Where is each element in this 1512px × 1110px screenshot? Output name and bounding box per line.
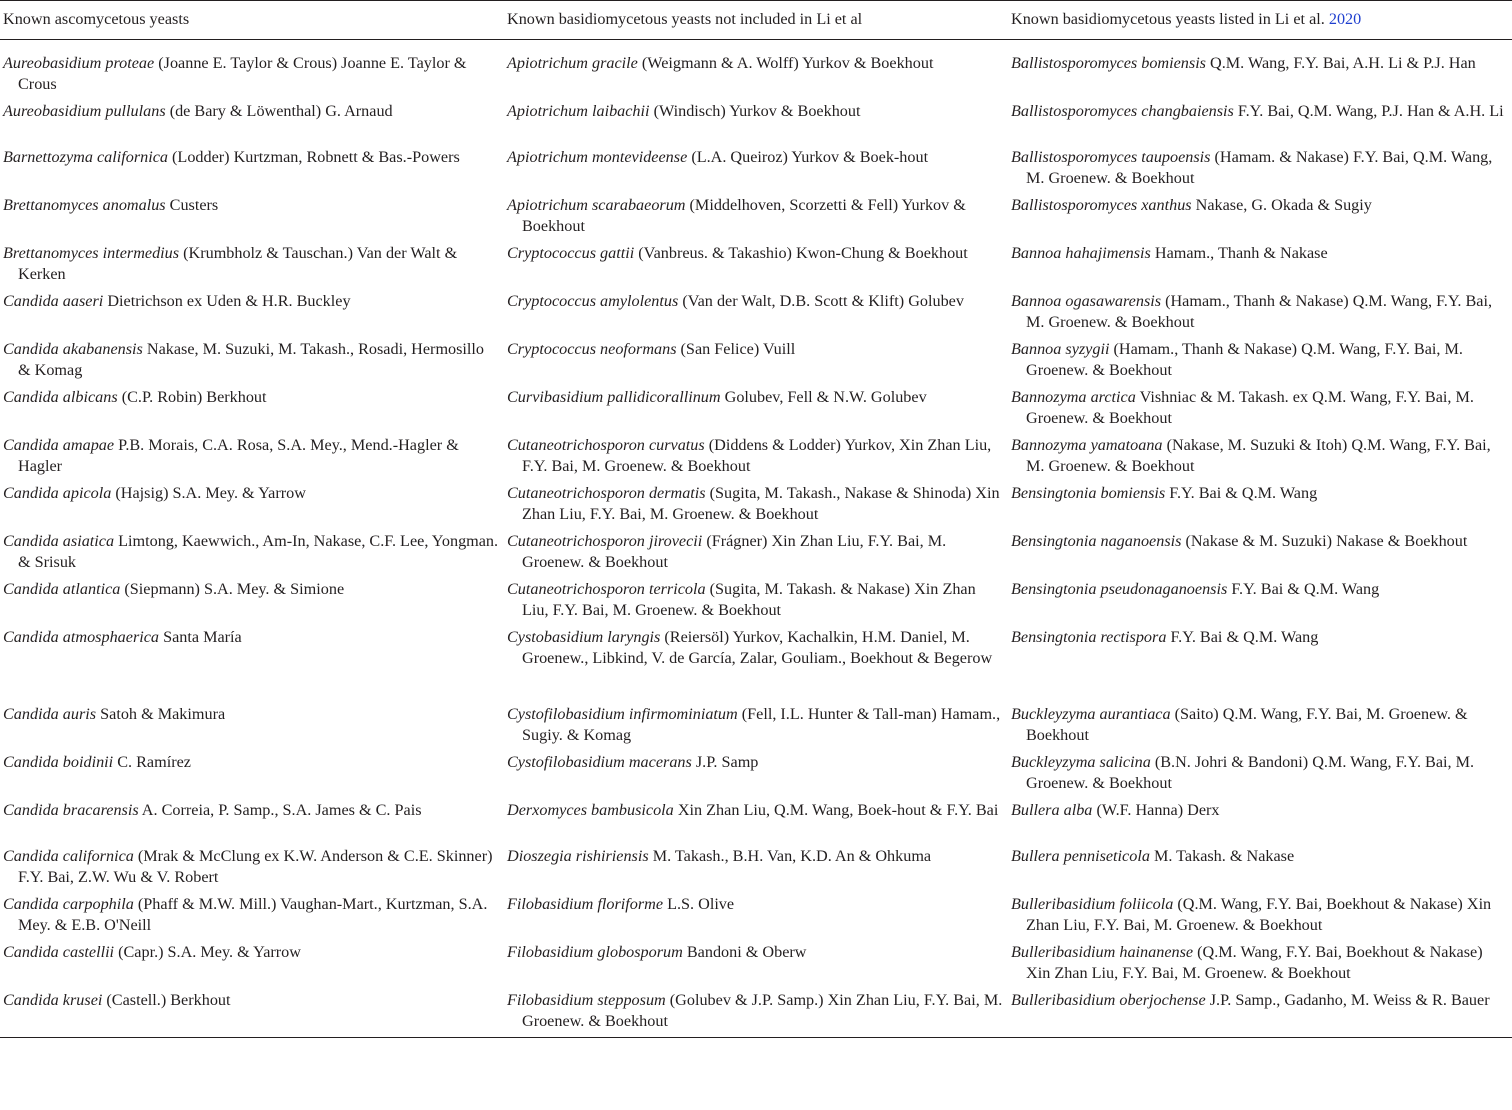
table-cell [0, 288, 504, 336]
species-authority: (Lodder) Kurtzman, Robnett & Bas.-Powers [168, 148, 460, 166]
species-entry [507, 894, 1004, 915]
species-entry [1011, 53, 1508, 74]
species-name: Bannoa ogasawarensis [1011, 292, 1162, 310]
species-authority: (W.F. Hanna) Derx [1092, 801, 1220, 819]
species-authority: Santa María [159, 628, 242, 646]
table-cell [0, 336, 504, 384]
species-authority: (Sugita, M. Takash. & Nakase) Xin Zhan Liu, F.Y. Bai, M. Groenew. & Boekhout [522, 580, 976, 619]
species-name: Filobasidium globosporum [507, 943, 683, 961]
species-entry [3, 990, 500, 1011]
species-authority: (Vanbreus. & Takashio) Kwon-Chung & Boekhout [634, 244, 968, 262]
species-authority: (Fell, I.L. Hunter & Tall-man) Hamam., Sugiy. & Komag [522, 705, 1001, 744]
species-name: Candida krusei [3, 991, 103, 1009]
species-name: Candida apicola [3, 484, 112, 502]
table-row [0, 336, 1512, 384]
table-row [0, 192, 1512, 240]
species-entry [507, 435, 1004, 477]
species-authority: (Mrak & McClung ex K.W. Anderson & C.E. Skinner) F.Y. Bai, Z.W. Wu & V. Robert [18, 847, 493, 886]
table-cell [1008, 192, 1512, 240]
species-authority: (Frágner) Xin Zhan Liu, F.Y. Bai, M. Groenew. & Boekhout [522, 532, 947, 571]
table-cell [1008, 384, 1512, 432]
table-cell [0, 240, 504, 288]
species-entry [507, 483, 1004, 525]
species-entry [507, 990, 1004, 1032]
species-entry [1011, 990, 1508, 1011]
species-authority: Satoh & Makimura [96, 705, 226, 723]
species-authority: A. Correia, P. Samp., S.A. James & C. Pais [138, 801, 422, 819]
table-cell [0, 144, 504, 192]
species-entry [3, 243, 500, 285]
species-authority: J.P. Samp [691, 753, 759, 771]
species-name: Bulleribasidium foliicola [1011, 895, 1174, 913]
table-cell [0, 98, 504, 144]
species-name: Candida californica [3, 847, 134, 865]
species-name: Cryptococcus amylolentus [507, 292, 679, 310]
species-entry [507, 291, 1004, 312]
table-row [0, 939, 1512, 987]
species-name: Ballistosporomyces bomiensis [1011, 54, 1206, 72]
table-cell [504, 939, 1008, 987]
table-row [0, 288, 1512, 336]
table-cell [504, 40, 1008, 99]
species-entry [3, 387, 500, 408]
species-entry [3, 752, 500, 773]
species-entry [507, 53, 1004, 74]
species-authority: (Hamam., Thanh & Nakase) Q.M. Wang, F.Y. Bai, M. Groenew. & Boekhout [1026, 292, 1493, 331]
table-row [0, 432, 1512, 480]
species-entry [3, 627, 500, 648]
species-name: Cystofilobasidium infirmominiatum [507, 705, 738, 723]
species-entry [1011, 291, 1508, 333]
species-name: Bannoa hahajimensis [1011, 244, 1151, 262]
table-cell [1008, 891, 1512, 939]
header-basidio-not-included [504, 1, 1008, 40]
species-authority: (Diddens & Lodder) Yurkov, Xin Zhan Liu, F.Y. Bai, M. Groenew. & Boekhout [522, 436, 992, 475]
species-name: Candida bracarensis [3, 801, 139, 819]
species-name: Cystofilobasidium macerans [507, 753, 692, 771]
species-name: Cystobasidium laryngis [507, 628, 661, 646]
species-entry [1011, 243, 1508, 264]
species-name: Candida akabanensis [3, 340, 143, 358]
table-cell [504, 624, 1008, 701]
species-entry [1011, 435, 1508, 477]
species-entry [3, 53, 500, 95]
species-entry [3, 483, 500, 504]
species-name: Ballistosporomyces xanthus [1011, 196, 1192, 214]
table-cell [0, 576, 504, 624]
table-cell [504, 480, 1008, 528]
species-authority: F.Y. Bai, Q.M. Wang, P.J. Han & A.H. Li [1233, 102, 1504, 120]
table-cell [504, 336, 1008, 384]
species-name: Candida atlantica [3, 580, 121, 598]
table-cell [1008, 797, 1512, 843]
species-authority: (Joanne E. Taylor & Crous) Joanne E. Taylor & Crous [18, 54, 467, 93]
species-entry [507, 627, 1004, 669]
species-name: Bannozyma arctica [1011, 388, 1136, 406]
table-cell [504, 384, 1008, 432]
table-row [0, 891, 1512, 939]
species-authority: (Windisch) Yurkov & Boekhout [649, 102, 861, 120]
table-cell [0, 843, 504, 891]
table-cell [0, 192, 504, 240]
species-authority: M. Takash. & Nakase [1149, 847, 1295, 865]
species-entry [507, 531, 1004, 573]
species-authority: M. Takash., B.H. Van, K.D. An & Ohkuma [648, 847, 932, 865]
species-name: Candida auris [3, 705, 97, 723]
header-basidio-listed-label: Known basidiomycetous yeasts listed in Li et al. [1011, 10, 1329, 28]
species-authority: (Golubev & J.P. Samp.) Xin Zhan Liu, F.Y. Bai, M. Groenew. & Boekhout [522, 991, 1003, 1030]
species-entry [3, 531, 500, 573]
species-authority: (Siepmann) S.A. Mey. & Simione [120, 580, 345, 598]
species-entry [1011, 147, 1508, 189]
table-row [0, 749, 1512, 797]
table-cell [504, 701, 1008, 749]
species-name: Candida asiatica [3, 532, 115, 550]
species-name: Bensingtonia bomiensis [1011, 484, 1166, 502]
species-name: Candida atmosphaerica [3, 628, 160, 646]
species-name: Buckleyzyma salicina [1011, 753, 1151, 771]
species-name: Dioszegia rishiriensis [507, 847, 649, 865]
table-cell [0, 40, 504, 99]
species-entry [3, 195, 500, 216]
table-row [0, 384, 1512, 432]
table-row [0, 987, 1512, 1037]
species-name: Cutaneotrichosporon dermatis [507, 484, 706, 502]
species-authority: (Nakase, M. Suzuki & Itoh) Q.M. Wang, F.Y. Bai, M. Groenew. & Boekhout [1026, 436, 1491, 475]
table-cell [0, 480, 504, 528]
species-authority: Q.M. Wang, F.Y. Bai, A.H. Li & P.J. Han [1206, 54, 1476, 72]
species-authority: (Saito) Q.M. Wang, F.Y. Bai, M. Groenew. & Boekhout [1026, 705, 1468, 744]
species-entry [3, 435, 500, 477]
species-name: Bensingtonia naganoensis [1011, 532, 1182, 550]
species-name: Candida aaseri [3, 292, 104, 310]
table-cell [1008, 749, 1512, 797]
species-entry [1011, 752, 1508, 794]
species-name: Bannoa syzygii [1011, 340, 1110, 358]
table-cell [0, 432, 504, 480]
species-name: Cutaneotrichosporon jirovecii [507, 532, 703, 550]
table-cell [504, 240, 1008, 288]
species-authority: (Weigmann & A. Wolff) Yurkov & Boekhout [637, 54, 934, 72]
table-cell [504, 192, 1008, 240]
species-entry [3, 101, 500, 122]
table-cell [1008, 336, 1512, 384]
table-cell [0, 891, 504, 939]
species-name: Ballistosporomyces changbaiensis [1011, 102, 1234, 120]
table-cell [0, 701, 504, 749]
table-cell [1008, 98, 1512, 144]
table-row [0, 98, 1512, 144]
species-entry [1011, 894, 1508, 936]
species-name: Bensingtonia pseudonaganoensis [1011, 580, 1228, 598]
table-cell [504, 749, 1008, 797]
table-row [0, 144, 1512, 192]
species-name: Bulleribasidium oberjochense [1011, 991, 1206, 1009]
species-authority: L.S. Olive [663, 895, 735, 913]
species-entry [1011, 101, 1508, 122]
species-authority: (C.P. Robin) Berkhout [117, 388, 267, 406]
species-authority: (Reiersöl) Yurkov, Kachalkin, H.M. Daniel, M. Groenew., Libkind, V. de García, Zalar, Gouliam., Boekhout & Begerow [522, 628, 993, 667]
species-name: Cryptococcus gattii [507, 244, 635, 262]
table-row [0, 797, 1512, 843]
table-row [0, 480, 1512, 528]
table-cell [0, 797, 504, 843]
species-entry [507, 147, 1004, 168]
species-name: Cutaneotrichosporon curvatus [507, 436, 705, 454]
table-cell [0, 939, 504, 987]
species-authority: Nakase, M. Suzuki, M. Takash., Rosadi, Hermosillo & Komag [18, 340, 485, 379]
species-authority: (Nakase & M. Suzuki) Nakase & Boekhout [1181, 532, 1468, 550]
species-authority: (Hamam. & Nakase) F.Y. Bai, Q.M. Wang, M. Groenew. & Boekhout [1026, 148, 1493, 187]
species-name: Cryptococcus neoformans [507, 340, 677, 358]
table-cell [504, 144, 1008, 192]
table-cell [0, 384, 504, 432]
species-entry [1011, 195, 1508, 216]
table-cell [1008, 144, 1512, 192]
species-authority: F.Y. Bai & Q.M. Wang [1166, 628, 1319, 646]
species-entry [507, 752, 1004, 773]
species-entry [3, 579, 500, 600]
species-authority: C. Ramírez [113, 753, 191, 771]
table-body [0, 40, 1512, 1038]
species-authority: (Hamam., Thanh & Nakase) Q.M. Wang, F.Y. Bai, M. Groenew. & Boekhout [1026, 340, 1463, 379]
species-authority: (Q.M. Wang, F.Y. Bai, Boekhout & Nakase) Xin Zhan Liu, F.Y. Bai, M. Groenew. & Boekhout [1026, 895, 1492, 934]
table-cell [0, 749, 504, 797]
table-cell [1008, 288, 1512, 336]
species-entry [1011, 704, 1508, 746]
table-row [0, 528, 1512, 576]
table-cell [1008, 40, 1512, 99]
species-name: Apiotrichum scarabaeorum [507, 196, 686, 214]
species-entry [507, 942, 1004, 963]
species-entry [1011, 483, 1508, 504]
species-entry [3, 846, 500, 888]
species-entry [1011, 579, 1508, 600]
header-row [0, 1, 1512, 40]
species-authority: Bandoni & Oberw [682, 943, 807, 961]
species-entry [507, 704, 1004, 746]
species-entry [3, 339, 500, 381]
species-entry [507, 387, 1004, 408]
species-name: Brettanomyces anomalus [3, 196, 166, 214]
species-authority: (L.A. Queiroz) Yurkov & Boek-hout [687, 148, 929, 166]
species-entry [507, 195, 1004, 237]
species-authority: (Hajsig) S.A. Mey. & Yarrow [111, 484, 306, 502]
table-row [0, 40, 1512, 99]
species-authority: Limtong, Kaewwich., Am-In, Nakase, C.F. Lee, Yongman. & Srisuk [18, 532, 499, 571]
table-cell [504, 987, 1008, 1037]
species-name: Candida castellii [3, 943, 115, 961]
species-authority: Vishniac & M. Takash. ex Q.M. Wang, F.Y. Bai, M. Groenew. & Boekhout [1026, 388, 1474, 427]
species-name: Candida carpophila [3, 895, 134, 913]
table-row [0, 576, 1512, 624]
species-name: Bullera penniseticola [1011, 847, 1150, 865]
species-entry [507, 101, 1004, 122]
species-authority: (Krumbholz & Tauschan.) Van der Walt & Kerken [18, 244, 458, 283]
species-authority: (Q.M. Wang, F.Y. Bai, Boekhout & Nakase) Xin Zhan Liu, F.Y. Bai, M. Groenew. & Boekhout [1026, 943, 1483, 982]
species-authority: Nakase, G. Okada & Sugiy [1191, 196, 1372, 214]
species-name: Barnettozyma californica [3, 148, 168, 166]
species-name: Bannozyma yamatoana [1011, 436, 1163, 454]
species-authority: (Phaff & M.W. Mill.) Vaughan-Mart., Kurtzman, S.A. Mey. & E.B. O'Neill [18, 895, 488, 934]
species-name: Buckleyzyma aurantiaca [1011, 705, 1171, 723]
species-entry [1011, 800, 1508, 821]
species-name: Aureobasidium pullulans [3, 102, 166, 120]
table-cell [1008, 480, 1512, 528]
species-name: Bullera alba [1011, 801, 1093, 819]
table-cell [1008, 624, 1512, 701]
species-name: Curvibasidium pallidicorallinum [507, 388, 721, 406]
species-entry [1011, 339, 1508, 381]
species-authority: P.B. Morais, C.A. Rosa, S.A. Mey., Mend.-Hagler & Hagler [18, 436, 459, 475]
species-name: Filobasidium floriforme [507, 895, 664, 913]
species-entry [507, 800, 1004, 821]
species-name: Aureobasidium proteae [3, 54, 155, 72]
species-authority: (San Felice) Vuill [676, 340, 796, 358]
table-cell [504, 432, 1008, 480]
table-row [0, 624, 1512, 701]
table-cell [1008, 701, 1512, 749]
species-name: Brettanomyces intermedius [3, 244, 180, 262]
table-cell [1008, 432, 1512, 480]
table-cell [504, 288, 1008, 336]
table-cell [1008, 528, 1512, 576]
species-entry [1011, 942, 1508, 984]
species-entry [3, 291, 500, 312]
species-authority: F.Y. Bai & Q.M. Wang [1227, 580, 1380, 598]
species-entry [3, 942, 500, 963]
species-authority: Custers [165, 196, 219, 214]
species-authority: (Sugita, M. Takash., Nakase & Shinoda) Xin Zhan Liu, F.Y. Bai, M. Groenew. & Boekhout [522, 484, 1000, 523]
species-entry [1011, 627, 1508, 648]
species-entry [3, 704, 500, 725]
species-name: Apiotrichum montevideense [507, 148, 688, 166]
table-cell [504, 843, 1008, 891]
citation-link-2020[interactable]: 2020 [1328, 10, 1362, 28]
table-cell [504, 797, 1008, 843]
table-cell [504, 98, 1008, 144]
species-entry [3, 800, 500, 821]
table-cell [504, 528, 1008, 576]
species-name: Filobasidium stepposum [507, 991, 666, 1009]
header-basidio-listed [1008, 1, 1512, 40]
table-cell [504, 576, 1008, 624]
species-authority: Hamam., Thanh & Nakase [1150, 244, 1328, 262]
species-authority: Dietrichson ex Uden & H.R. Buckley [103, 292, 351, 310]
table-cell [0, 624, 504, 701]
species-name: Bulleribasidium hainanense [1011, 943, 1194, 961]
table-cell [1008, 576, 1512, 624]
species-name: Apiotrichum gracile [507, 54, 638, 72]
species-name: Ballistosporomyces taupoensis [1011, 148, 1211, 166]
table-row [0, 843, 1512, 891]
header-ascomycetous [0, 1, 504, 40]
table-cell [504, 891, 1008, 939]
species-authority: Xin Zhan Liu, Q.M. Wang, Boek-hout & F.Y. Bai [673, 801, 999, 819]
species-authority: (Middelhoven, Scorzetti & Fell) Yurkov & Boekhout [522, 196, 966, 235]
species-authority: J.P. Samp., Gadanho, M. Weiss & R. Bauer [1205, 991, 1490, 1009]
species-entry [507, 579, 1004, 621]
species-authority: (Van der Walt, D.B. Scott & Klift) Golubev [678, 292, 964, 310]
table-cell [1008, 843, 1512, 891]
species-entry [1011, 846, 1508, 867]
species-entry [3, 147, 500, 168]
species-name: Candida boidinii [3, 753, 114, 771]
species-authority: (Capr.) S.A. Mey. & Yarrow [114, 943, 301, 961]
species-authority: (Castell.) Berkhout [102, 991, 231, 1009]
species-name: Bensingtonia rectispora [1011, 628, 1167, 646]
species-name: Cutaneotrichosporon terricola [507, 580, 706, 598]
species-entry [507, 339, 1004, 360]
header-basidio-not-included-label: Known basidiomycetous yeasts not included in Li et al [507, 10, 863, 28]
species-entry [507, 846, 1004, 867]
species-entry [1011, 387, 1508, 429]
species-authority: F.Y. Bai & Q.M. Wang [1165, 484, 1318, 502]
table-cell [1008, 939, 1512, 987]
header-ascomycetous-label: Known ascomycetous yeasts [3, 10, 190, 28]
species-authority: (B.N. Johri & Bandoni) Q.M. Wang, F.Y. Bai, M. Groenew. & Boekhout [1026, 753, 1475, 792]
table-cell [1008, 987, 1512, 1037]
table-cell [0, 528, 504, 576]
table-header [0, 1, 1512, 40]
table-row [0, 240, 1512, 288]
species-name: Derxomyces bambusicola [507, 801, 674, 819]
species-entry [1011, 531, 1508, 552]
table-row [0, 701, 1512, 749]
species-authority: (de Bary & Löwenthal) G. Arnaud [165, 102, 393, 120]
species-authority: Golubev, Fell & N.W. Golubev [720, 388, 927, 406]
table-cell [1008, 240, 1512, 288]
species-name: Apiotrichum laibachii [507, 102, 650, 120]
table-cell [0, 987, 504, 1037]
species-name: Candida amapae [3, 436, 115, 454]
species-entry [3, 894, 500, 936]
species-name: Candida albicans [3, 388, 118, 406]
species-entry [507, 243, 1004, 264]
